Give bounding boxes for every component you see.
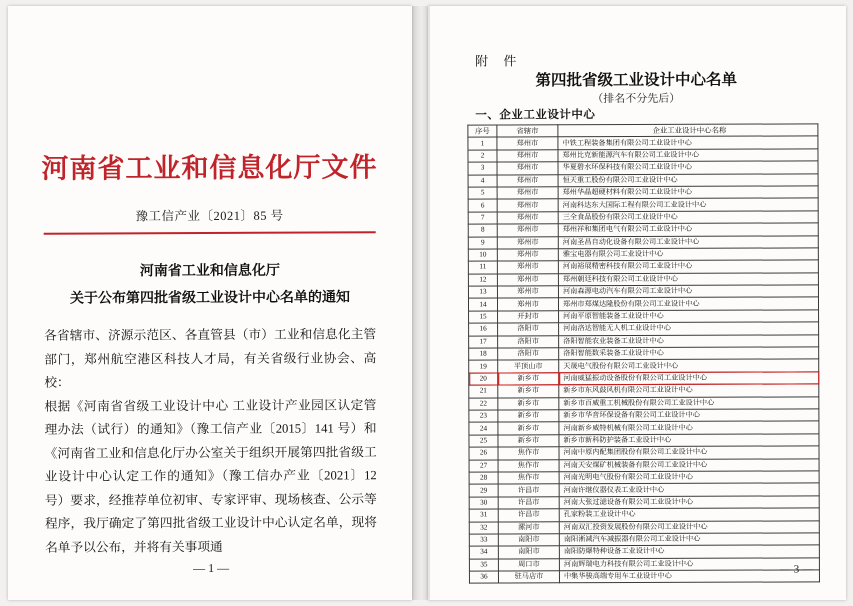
cell-no: 28 <box>469 472 498 484</box>
cell-no: 30 <box>469 497 498 509</box>
table-row <box>469 347 819 361</box>
cell-center-name: 孔家粉装工业设计中心 <box>559 508 819 521</box>
cell-center-name: 河南洛达智能无人机工业设计中心 <box>559 322 819 335</box>
cell-city: 新乡市 <box>498 385 559 398</box>
cell-center-name: 华夏碧水环保科技有限公司工业设计中心 <box>558 161 818 174</box>
cell-center-name: 新乡市东风鼓风机有限公司工业设计中心 <box>559 384 819 397</box>
cell-no: 10 <box>468 249 497 261</box>
cell-city: 焦作市 <box>498 447 559 460</box>
cell-center-name: 河南大张过滤设备有限公司工业设计中心 <box>559 496 819 509</box>
cell-center-name: 中集华骏高端专用车工业设计中心 <box>559 570 819 583</box>
cell-no: 22 <box>469 398 498 410</box>
table-row <box>468 235 818 249</box>
design-center-table <box>467 123 820 584</box>
cell-city: 郑州市 <box>497 249 558 262</box>
cell-center-name: 河南平原智能装备工业设计中心 <box>559 310 819 323</box>
column-header-no: 序号 <box>468 125 497 137</box>
table-row <box>468 285 818 299</box>
notice-body-paragraph-1: 各省辖市、济源示范区、各直管县（市）工业和信息化主管部门，郑州航空港区科技人才局，有关省级行业协会、高校： <box>44 327 377 390</box>
table-row <box>469 396 819 410</box>
cell-city: 郑州市 <box>497 286 558 299</box>
cell-city: 郑州市 <box>497 261 558 274</box>
cell-center-name: 南阳淅减汽车减振器有限公司工业设计中心 <box>559 533 819 546</box>
cell-center-name: 河南森源电动汽车有限公司工业设计中心 <box>558 285 818 298</box>
cell-city: 洛阳市 <box>498 335 559 348</box>
right-page-content <box>428 6 846 600</box>
table-row <box>469 508 819 522</box>
cell-center-name: 河南科达东大国际工程有限公司工业设计中心 <box>558 198 818 211</box>
cell-no: 36 <box>469 571 498 583</box>
cell-city: 新乡市 <box>498 373 559 386</box>
cell-no: 29 <box>469 484 498 496</box>
cell-city: 郑州市 <box>497 137 558 150</box>
cell-center-name: 洛阳智能数采装备工业设计中心 <box>559 347 819 360</box>
table-row <box>468 223 818 237</box>
table-row <box>468 248 818 262</box>
table-row <box>468 149 818 163</box>
cell-city: 郑州市 <box>497 174 558 187</box>
cell-center-name: 河南中原内配集团股份有限公司工业设计中心 <box>559 446 819 459</box>
cell-center-name: 郑州华晶超硬材料有限公司工业设计中心 <box>558 186 818 199</box>
table-row <box>468 273 818 287</box>
cell-no: 11 <box>468 261 497 273</box>
cell-city: 周口市 <box>498 558 559 571</box>
notice-heading-line2: 关于公布第四批省级工业设计中心名单的通知 <box>69 290 351 307</box>
table-row <box>468 260 818 274</box>
cell-city: 驻马店市 <box>498 571 559 584</box>
cell-no: 19 <box>469 360 498 372</box>
red-horizontal-rule <box>44 231 376 234</box>
table-row <box>469 545 819 559</box>
cell-no: 7 <box>468 212 497 224</box>
cell-no: 23 <box>469 410 498 422</box>
table-row <box>468 297 818 311</box>
cell-city: 新乡市 <box>498 422 559 435</box>
cell-no: 27 <box>469 460 498 472</box>
cell-no: 21 <box>469 385 498 397</box>
left-page-content <box>8 6 412 600</box>
table-row <box>468 186 818 200</box>
left-page-number: — 1 — <box>193 560 230 576</box>
table-row <box>469 570 819 584</box>
cell-center-name: 雅宝电器有限公司工业设计中心 <box>558 248 818 261</box>
table-row <box>469 458 819 472</box>
table-row <box>469 359 819 373</box>
cell-no: 35 <box>469 559 498 571</box>
cell-city: 新乡市 <box>498 397 559 410</box>
cell-city: 洛阳市 <box>498 323 559 336</box>
cell-center-name: 河南威猛振动设备股份有限公司工业设计中心 <box>559 372 819 385</box>
table-row <box>469 335 819 349</box>
cell-city: 郑州市 <box>497 162 558 175</box>
cell-no: 13 <box>468 286 497 298</box>
cell-city: 郑州市 <box>497 199 558 212</box>
cell-center-name: 新乡市百威重工机械股份有限公司工业设计中心 <box>559 396 819 409</box>
cell-center-name: 河南辉瑞电力科技有限公司工业设计中心 <box>559 558 819 571</box>
cell-center-name: 河南双汇投资发展股份有限公司工业设计中心 <box>559 520 819 533</box>
table-row <box>469 471 819 485</box>
cell-no: 1 <box>468 137 497 149</box>
section-label: 一、企业工业设计中心 <box>475 109 596 122</box>
cell-no: 4 <box>468 175 497 187</box>
cell-center-name: 恒天重工股份有限公司工业设计中心 <box>558 173 818 186</box>
table-row <box>469 384 819 398</box>
cell-center-name: 中铁工程装备集团有限公司工业设计中心 <box>558 136 818 149</box>
cell-no: 34 <box>469 546 498 558</box>
right-document-page <box>428 6 846 600</box>
notice-heading-line1: 河南省工业和信息化厅 <box>139 263 280 280</box>
cell-center-name: 河南裕展精密科技有限公司工业设计中心 <box>558 260 818 273</box>
cell-center-name: 新乡市华音环保设备有限公司工业设计中心 <box>559 409 819 422</box>
cell-city: 焦作市 <box>498 472 559 485</box>
cell-city: 许昌市 <box>498 509 559 522</box>
notice-body-paragraph-2: 根据《河南省省级工业设计中心 工业设计产业园区认定管理办法（试行）的通知》（豫工信产业〔2015〕141 号）和《河南省工业和信息化厅办公室关于组织开展第四批省级工业设计中心认定工作的通知》（豫工信办产业〔2021〕12 号）要求，经推荐单位初审、专家评审、现场核查、公示等程序，我厅确定了第四批省级工业设计中心认定名单，现将名单予以公布，并将有关事项通 <box>44 397 377 555</box>
cell-center-name: 河南圣昌自动化设备有限公司工业设计中心 <box>558 235 818 248</box>
cell-no: 31 <box>469 509 498 521</box>
cell-city: 洛阳市 <box>498 348 559 361</box>
cell-center-name: 郑州祥和集团电气有限公司工业设计中心 <box>558 223 818 236</box>
cell-city: 郑州市 <box>497 187 558 200</box>
cell-no: 6 <box>468 199 497 211</box>
cell-city: 郑州市 <box>497 150 558 163</box>
cell-no: 32 <box>469 521 498 533</box>
cell-city: 新乡市 <box>498 435 559 448</box>
cell-no: 5 <box>468 187 497 199</box>
cell-city: 开封市 <box>498 311 559 324</box>
cell-center-name: 南阳防爆特种设备工业设计中心 <box>559 545 819 558</box>
attachment-label: 附 件 <box>475 53 523 69</box>
cell-center-name: 河南天安煤矿机械装备有限公司工业设计中心 <box>559 458 819 471</box>
cell-city: 南阳市 <box>498 546 559 559</box>
cell-no: 15 <box>469 311 498 323</box>
cell-center-name: 新乡市新科防护装备工业设计中心 <box>559 434 819 447</box>
cell-city: 郑州市 <box>497 212 558 225</box>
table-row <box>469 409 819 423</box>
cell-no: 25 <box>469 435 498 447</box>
cell-center-name: 河南光明电气股份有限公司工业设计中心 <box>559 471 819 484</box>
cell-no: 20 <box>469 373 498 385</box>
cell-no: 18 <box>469 348 498 360</box>
cell-center-name: 天晟电气股份有限公司工业设计中心 <box>559 359 819 372</box>
column-header-name: 企业工业设计中心名称 <box>558 124 818 137</box>
list-subtitle: （排名不分先后） <box>592 92 681 106</box>
cell-no: 33 <box>469 534 498 546</box>
cell-no: 26 <box>469 447 498 459</box>
document-number: 豫工信产业〔2021〕85 号 <box>135 208 284 224</box>
table-row <box>469 533 819 547</box>
table-row <box>469 446 819 460</box>
cell-no: 16 <box>469 323 498 335</box>
table-row <box>469 372 819 386</box>
table-row <box>468 173 818 187</box>
table-row <box>469 496 819 510</box>
column-header-city: 省辖市 <box>497 125 558 138</box>
cell-city: 郑州市 <box>497 298 558 311</box>
table-header-row <box>468 124 818 138</box>
right-page-number: — 3 — <box>779 563 813 576</box>
table-row <box>469 322 819 336</box>
cell-no: 8 <box>468 224 497 236</box>
cell-center-name: 洛阳智能农业装备工业设计中心 <box>559 335 819 348</box>
cell-center-name: 郑州比克新能源汽车有限公司工业设计中心 <box>558 149 818 162</box>
cell-center-name: 河南许继仪器仪表工业设计中心 <box>559 483 819 496</box>
table-row <box>469 483 819 497</box>
cell-center-name: 河南新乡威特机械有限公司工业设计中心 <box>559 421 819 434</box>
cell-city: 南阳市 <box>498 534 559 547</box>
table-body <box>468 136 820 583</box>
table-row <box>469 310 819 324</box>
cell-center-name: 郑州朝廷科技有限公司工业设计中心 <box>558 273 818 286</box>
table-row <box>469 520 819 534</box>
cell-no: 3 <box>468 162 497 174</box>
table-row <box>468 161 818 175</box>
cell-city: 平顶山市 <box>498 360 559 373</box>
cell-city: 郑州市 <box>497 236 558 249</box>
table-row <box>468 136 818 150</box>
table-row <box>469 421 819 435</box>
cell-no: 17 <box>469 336 498 348</box>
cell-city: 漯河市 <box>498 521 559 534</box>
cell-city: 许昌市 <box>498 496 559 509</box>
table-row <box>468 211 818 225</box>
table-row <box>469 434 819 448</box>
cell-no: 9 <box>468 237 497 249</box>
cell-city: 焦作市 <box>498 459 559 472</box>
list-title: 第四批省级工业设计中心名单 <box>535 71 738 90</box>
document-red-title: 河南省工业和信息化厅文件 <box>41 152 378 185</box>
cell-center-name: 郑州市郑煤达隆股份有限公司工业设计中心 <box>558 297 818 310</box>
cell-city: 郑州市 <box>497 273 558 286</box>
cell-city: 许昌市 <box>498 484 559 497</box>
cell-center-name: 三全食品股份有限公司工业设计中心 <box>558 211 818 224</box>
cell-city: 新乡市 <box>498 410 559 423</box>
cell-no: 2 <box>468 150 497 162</box>
cell-city: 郑州市 <box>497 224 558 237</box>
cell-no: 24 <box>469 422 498 434</box>
table-row <box>469 558 819 572</box>
cell-no: 12 <box>468 274 497 286</box>
cell-no: 14 <box>468 298 497 310</box>
left-document-page <box>8 6 412 600</box>
notice-heading <box>38 257 382 313</box>
notice-body <box>44 323 377 559</box>
